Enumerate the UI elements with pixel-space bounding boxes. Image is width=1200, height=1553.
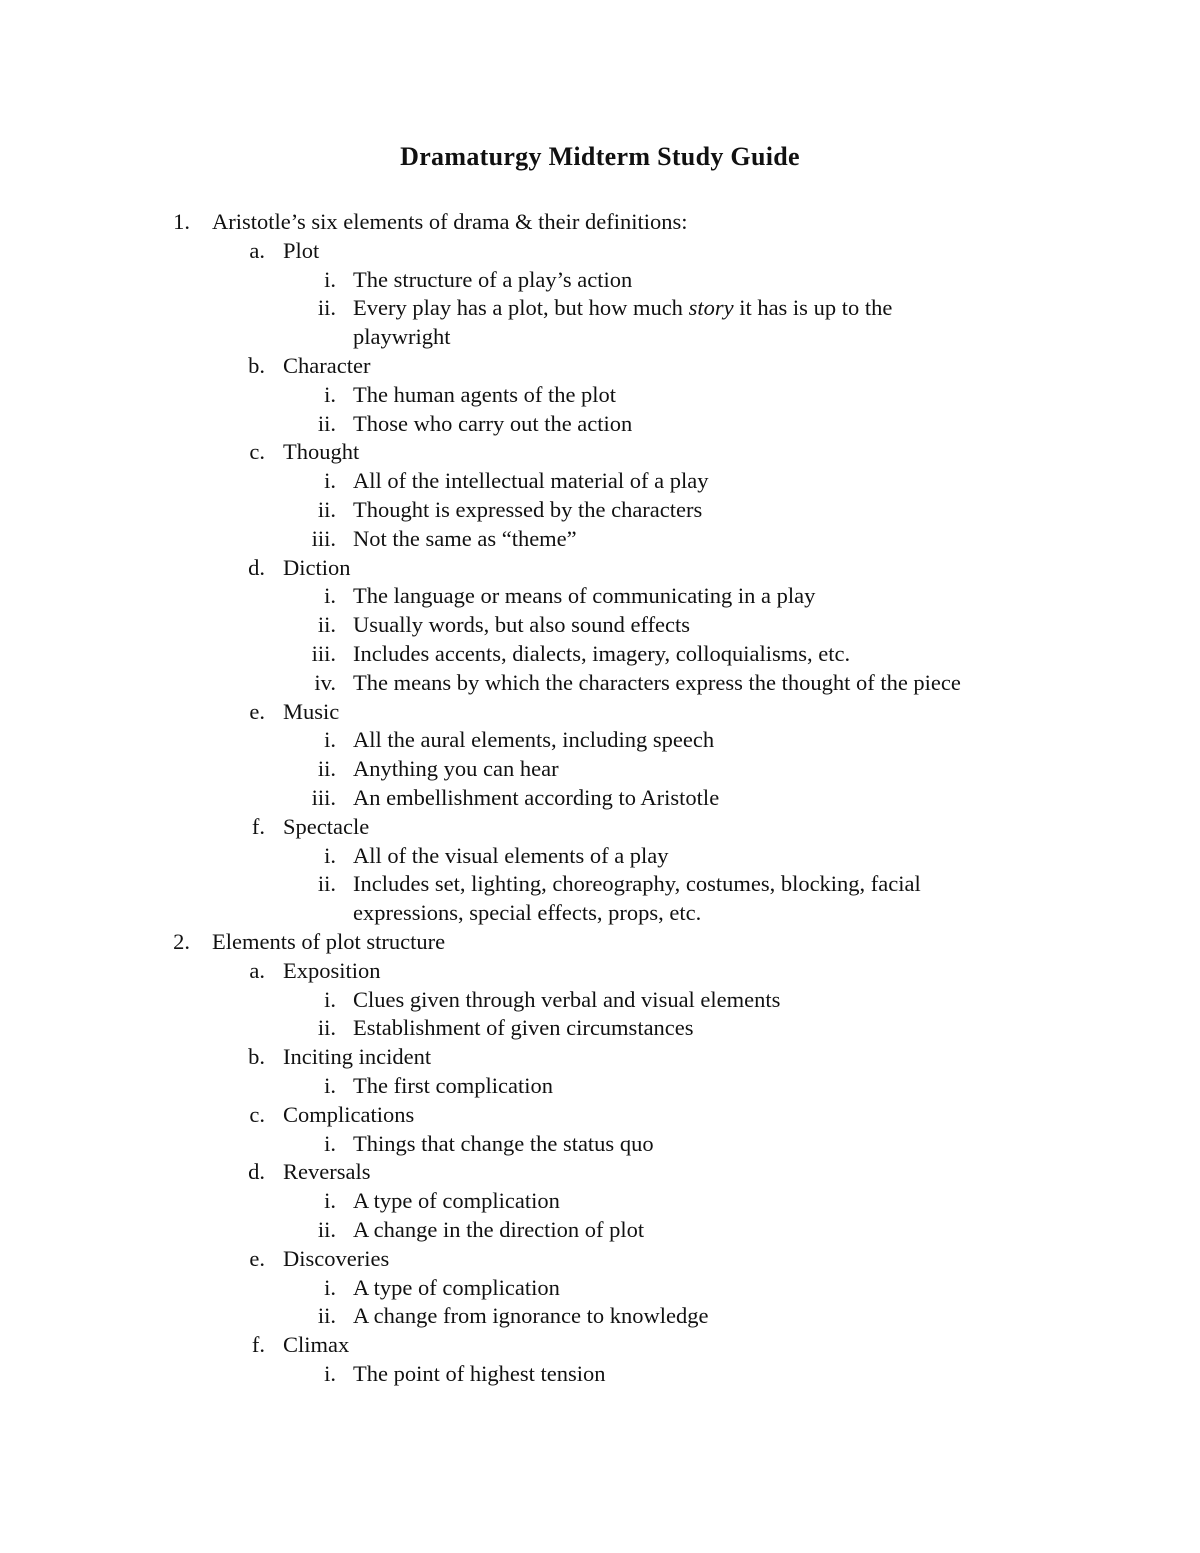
list-marker: e. (249, 698, 265, 724)
list-marker: i. (324, 583, 336, 609)
list-marker: 2. (173, 929, 190, 954)
list-marker: i. (324, 1130, 336, 1156)
italic-text: story (688, 295, 734, 321)
list-marker: ii. (317, 756, 336, 782)
list-item-text: Things that change the status quo (353, 1130, 654, 1156)
list-marker: i. (324, 1073, 336, 1098)
list-marker: f. (251, 1332, 265, 1358)
list-item-text: Includes set, lighting, choreography, costumes, blocking, facial (353, 871, 921, 897)
list-item-text: Reversals (283, 1159, 371, 1185)
list-marker: i. (324, 842, 336, 868)
list-item-text: The structure of a play’s action (353, 266, 633, 292)
text-segment: it has is up to the (733, 295, 893, 321)
list-marker: b. (248, 353, 265, 378)
list-item-text (353, 294, 892, 323)
list-item-text: Aristotle’s six elements of drama & their definitions: (212, 209, 688, 234)
list-marker: c. (249, 1101, 265, 1127)
list-item-text: The point of highest tension (353, 1361, 606, 1386)
list-marker: a. (249, 237, 265, 263)
list-item-text: Not the same as “theme” (353, 525, 577, 551)
list-marker: i. (324, 266, 336, 292)
list-item-text: An embellishment according to Aristotle (353, 785, 720, 810)
list-marker: d. (248, 1159, 265, 1185)
list-item-text: Elements of plot structure (212, 929, 446, 954)
list-item-text: Inciting incident (283, 1044, 432, 1070)
list-marker: ii. (317, 871, 336, 897)
list-marker: d. (248, 554, 265, 580)
list-marker: b. (248, 1044, 265, 1070)
list-marker: ii. (317, 1015, 336, 1041)
list-marker: iv. (314, 669, 336, 695)
list-item-text: Spectacle (283, 813, 370, 839)
list-item-text: The means by which the characters express the thought of the piece (353, 669, 961, 695)
list-item-text: Thought (283, 439, 360, 465)
list-marker: i. (324, 986, 336, 1012)
list-marker: iii. (311, 525, 336, 551)
list-marker: c. (249, 439, 265, 465)
list-item-text: Includes accents, dialects, imagery, colloquialisms, etc. (353, 641, 851, 666)
list-marker: iii. (311, 641, 336, 666)
list-item-text: Climax (283, 1332, 350, 1358)
list-marker: ii. (317, 410, 336, 436)
list-marker: 1. (173, 209, 190, 234)
list-item-text: Exposition (283, 957, 381, 983)
list-item-text: The first complication (353, 1073, 553, 1098)
list-item-text: Establishment of given circumstances (353, 1015, 694, 1041)
list-marker: i. (324, 727, 336, 753)
list-marker: i. (324, 381, 336, 407)
list-item-text: Those who carry out the action (353, 410, 633, 436)
list-item-text: Anything you can hear (353, 756, 559, 782)
list-item-text: Thought is expressed by the characters (353, 497, 703, 522)
list-item-text: The human agents of the plot (353, 381, 617, 407)
list-marker: i. (324, 468, 336, 494)
list-item-text: A change in the direction of plot (353, 1217, 645, 1242)
list-item-text: Usually words, but also sound effects (353, 612, 691, 638)
list-marker: i. (324, 1274, 336, 1300)
list-item-text: A type of complication (353, 1188, 560, 1214)
list-item-text: Music (283, 698, 340, 724)
list-item-text: The language or means of communicating in a play (353, 583, 816, 609)
list-marker: f. (251, 813, 265, 839)
list-item-text: Discoveries (283, 1245, 390, 1271)
list-item-text: A change from ignorance to knowledge (353, 1303, 709, 1329)
list-item-text: All of the intellectual material of a play (353, 468, 709, 494)
list-marker: e. (249, 1245, 265, 1271)
list-item-continuation: expressions, special effects, props, etc. (353, 900, 702, 926)
list-marker: ii. (317, 295, 336, 321)
list-item-continuation: playwright (353, 324, 451, 350)
list-marker: i. (324, 1361, 336, 1386)
list-item-text: Character (283, 353, 371, 378)
list-item-text: Complications (283, 1101, 415, 1127)
list-marker: ii. (317, 1217, 336, 1242)
list-marker: ii. (317, 1303, 336, 1329)
list-item-text: Clues given through verbal and visual elements (353, 986, 781, 1012)
list-item-text: Diction (283, 554, 351, 580)
list-item-text: All of the visual elements of a play (353, 842, 669, 868)
list-marker: a. (249, 957, 265, 983)
page-title: Dramaturgy Midterm Study Guide (400, 142, 800, 171)
list-marker: i. (324, 1188, 336, 1214)
list-item-text: Plot (283, 237, 320, 263)
list-marker: ii. (317, 497, 336, 522)
list-marker: ii. (317, 612, 336, 638)
text-segment: Every play has a plot, but how much (353, 295, 689, 321)
list-item-text: All the aural elements, including speech (353, 727, 715, 753)
list-item-text: A type of complication (353, 1274, 560, 1300)
list-marker: iii. (311, 785, 336, 810)
